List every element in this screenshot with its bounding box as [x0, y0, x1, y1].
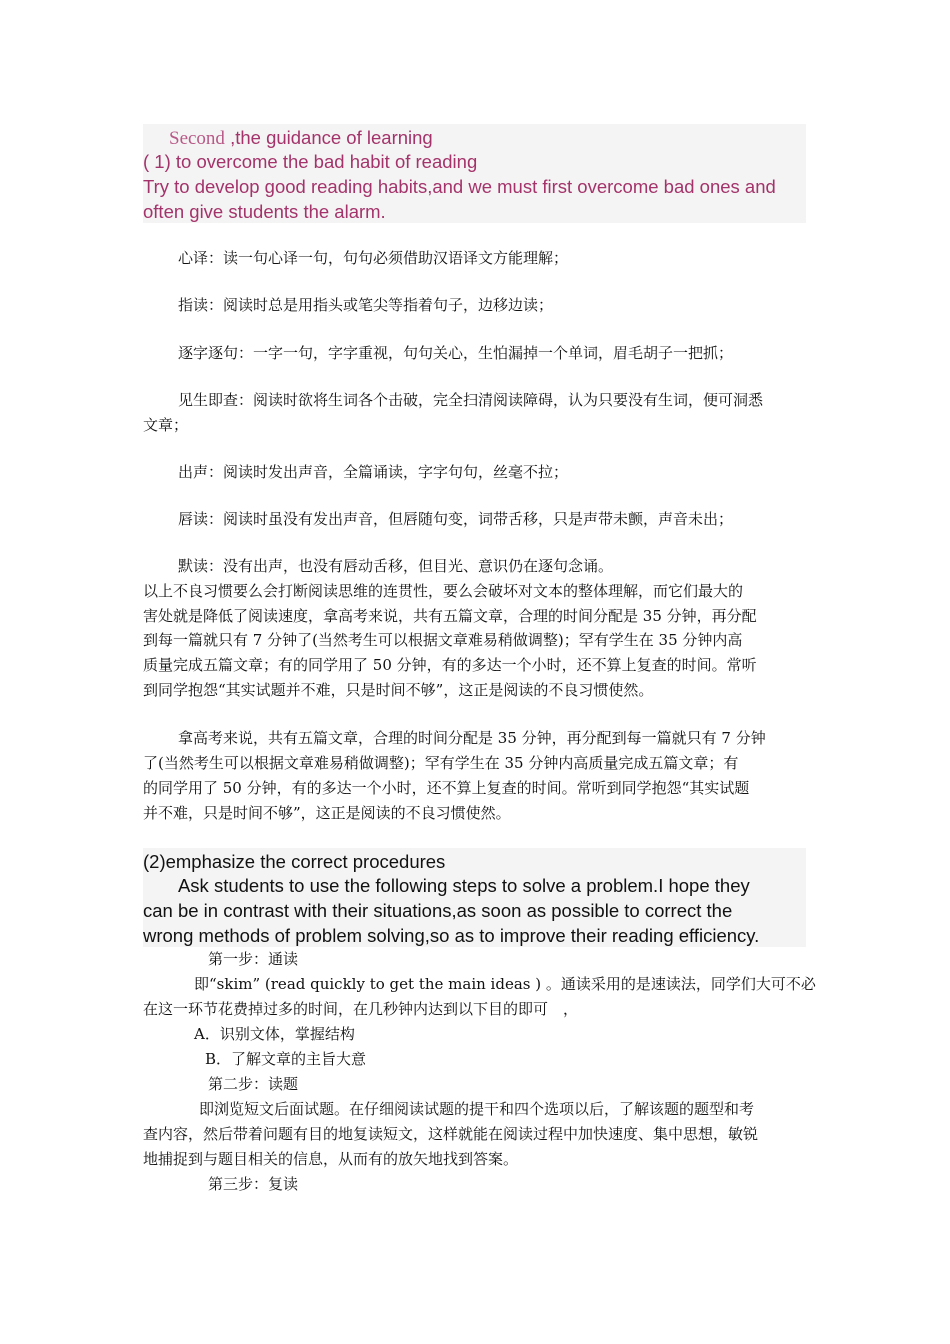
procedures-heading: (2)emphasize the correct procedures: [143, 851, 446, 872]
habit-look-up-words-cont: 文章；: [143, 416, 189, 434]
step-two-line-2: 查内容，然后带着问题有目的地复读短文，这样就能在阅读过程中加快速度、集中思想，敏锐: [143, 1125, 759, 1143]
habit-silent-mouthing: 默读：没有出声，也没有唇动舌移，但目光、意识仍在逐句念诵。: [178, 557, 614, 575]
paragraph-one-line-2: 害处就是降低了阅读速度，拿高考来说，共有五篇文章，合理的时间分配是 35 分钟，再分配: [143, 607, 757, 625]
intro-line-2: often give students the alarm.: [143, 201, 386, 222]
sub-heading-bad-habit: ( 1) to overcome the bad habit of reading: [143, 151, 478, 172]
paragraph-one-line-3: 到每一篇就只有 7 分钟了(当然考生可以根据文章难易稍做调整)；罕有学生在 35 分钟内高: [143, 631, 743, 649]
paragraph-two-line-4: 并不难，只是时间不够”，这正是阅读的不良习惯使然。: [143, 804, 511, 822]
paragraph-two-line-1: 拿高考来说，共有五篇文章，合理的时间分配是 35 分钟，再分配到每一篇就只有 7 分钟: [178, 729, 766, 747]
paragraph-two-line-2: 了(当然考生可以根据文章难易稍做调整)；罕有学生在 35 分钟内高质量完成五篇文章；有: [143, 754, 739, 772]
step-two-title: 第二步：读题: [208, 1075, 299, 1093]
habit-look-up-words: 见生即查：阅读时欲将生词各个击破，完全扫清阅读障碍，认为只要没有生词，便可洞悉: [178, 391, 764, 409]
procedures-line-1: Ask students to use the following steps to solve a problem.I hope they: [143, 875, 750, 896]
paragraph-one-line-5: 到同学抱怨“其实试题并不难，只是时间不够”，这正是阅读的不良习惯使然。: [143, 681, 654, 699]
step-one-title: 第一步：通读: [208, 950, 299, 968]
habit-lip-reading: 唇读：阅读时虽没有发出声音，但唇随句变，词带舌移，只是声带未颤，声音未出；: [178, 510, 734, 528]
step-two-line-3: 地捕捉到与题目相关的信息，从而有的放矢地找到答案。: [143, 1150, 519, 1168]
habit-word-by-word: 逐字逐句：一字一句，字字重视，句句关心，生怕漏掉一个单词，眉毛胡子一把抓；: [178, 344, 734, 362]
step-one-line-1: 即“skim” (read quickly to get the main ideas ) 。通读采用的是速读法，同学们大可不必: [194, 975, 816, 993]
habit-mental-translation: 心译：读一句心译一句，句句必须借助汉语译文方能理解；: [178, 249, 569, 267]
paragraph-two-line-3: 的同学用了 50 分钟，有的多达一个小时，还不算上复查的时间。常听到同学抱怨“其实试题: [143, 779, 750, 797]
procedures-line-3: wrong methods of problem solving,so as to improve their reading efficiency.: [143, 925, 760, 946]
step-one-line-2: 在这一环节花费掉过多的时间，在几秒钟内达到以下目的即可 ，: [143, 1000, 579, 1018]
step-three-title: 第三步：复读: [208, 1175, 299, 1193]
habit-reading-aloud: 出声：阅读时发出声音，全篇诵读，字字句句，丝毫不拉；: [178, 463, 569, 481]
section-heading-rest: ,the guidance of learning: [224, 127, 433, 148]
paragraph-one-line-1: 以上不良习惯要么会打断阅读思维的连贯性，要么会破坏对文本的整体理解，而它们最大的: [143, 582, 744, 600]
intro-line-1: Try to develop good reading habits,and we must first overcome bad ones and: [143, 176, 776, 197]
procedures-line-2: can be in contrast with their situations,as soon as possible to correct the: [143, 900, 733, 921]
habit-finger-pointing: 指读：阅读时总是用指头或笔尖等指着句子，边移边读；: [178, 296, 554, 314]
second-word: Second: [169, 128, 225, 149]
step-one-item-b: B．了解文章的主旨大意: [205, 1050, 367, 1068]
paragraph-one-line-4: 质量完成五篇文章；有的同学用了 50 分钟，有的多达一个小时，还不算上复查的时间。常听: [143, 656, 757, 674]
step-one-item-a: A．识别文体，掌握结构: [194, 1025, 355, 1043]
step-two-line-1: 即浏览短文后面试题。在仔细阅读试题的提干和四个选项以后，了解该题的题型和考: [199, 1100, 755, 1118]
section-heading-second: [169, 126, 433, 151]
